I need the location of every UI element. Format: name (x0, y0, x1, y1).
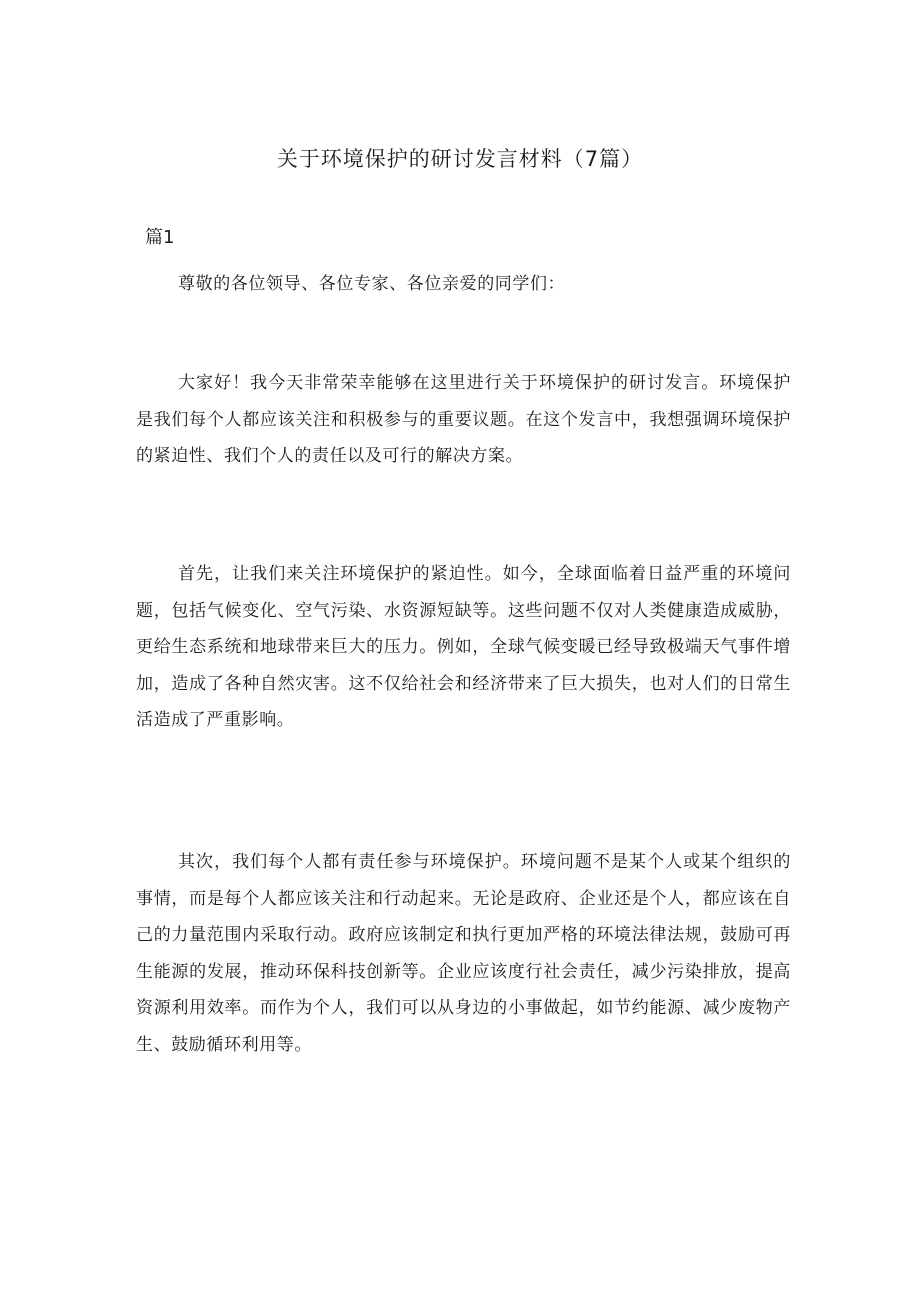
greeting-paragraph: 尊敬的各位领导、各位专家、各位亲爱的同学们： (178, 274, 566, 294)
document-title: 关于环境保护的研讨发言材料（7篇） (276, 147, 644, 171)
responsibility-paragraph: 其次，我们每个人都有责任参与环境保护。环境问题不是某个人或某个组织的事情，而是每个人都应该关注和行动起来。无论是政府、企业还是个人，都应该在自己的力量范围内采取行动。政府应该制定和执行更加严格的环境法律法规，鼓励可再生能源的发展，推动环保科技创新等。企业应该度行社会责任，减少污染排放，提高资源利用效率。而作为个人，我们可以从身边的小事做起，如节约能源、减少废物产生、鼓励循环利用等。 (136, 852, 791, 1055)
urgency-paragraph: 首先，让我们来关注环境保护的紧迫性。如今，全球面临着日益严重的环境问题，包括气候变化、空气污染、水资源短缺等。这些问题不仅对人类健康造成威胁，更给生态系统和地球带来巨大的压力。例如，全球气候变暖已经导致极端天气事件增加，造成了各种自然灾害。这不仅给社会和经济带来了巨大损失，也对人们的日常生活造成了严重影响。 (136, 564, 791, 730)
intro-paragraph: 大家好！我今天非常荣幸能够在这里进行关于环境保护的研讨发言。环境保护是我们每个人都应该关注和积极参与的重要议题。在这个发言中，我想强调环境保护的紧迫性、我们个人的责任以及可行的解决方案。 (136, 373, 791, 466)
section-label: 篇1 (145, 227, 175, 248)
